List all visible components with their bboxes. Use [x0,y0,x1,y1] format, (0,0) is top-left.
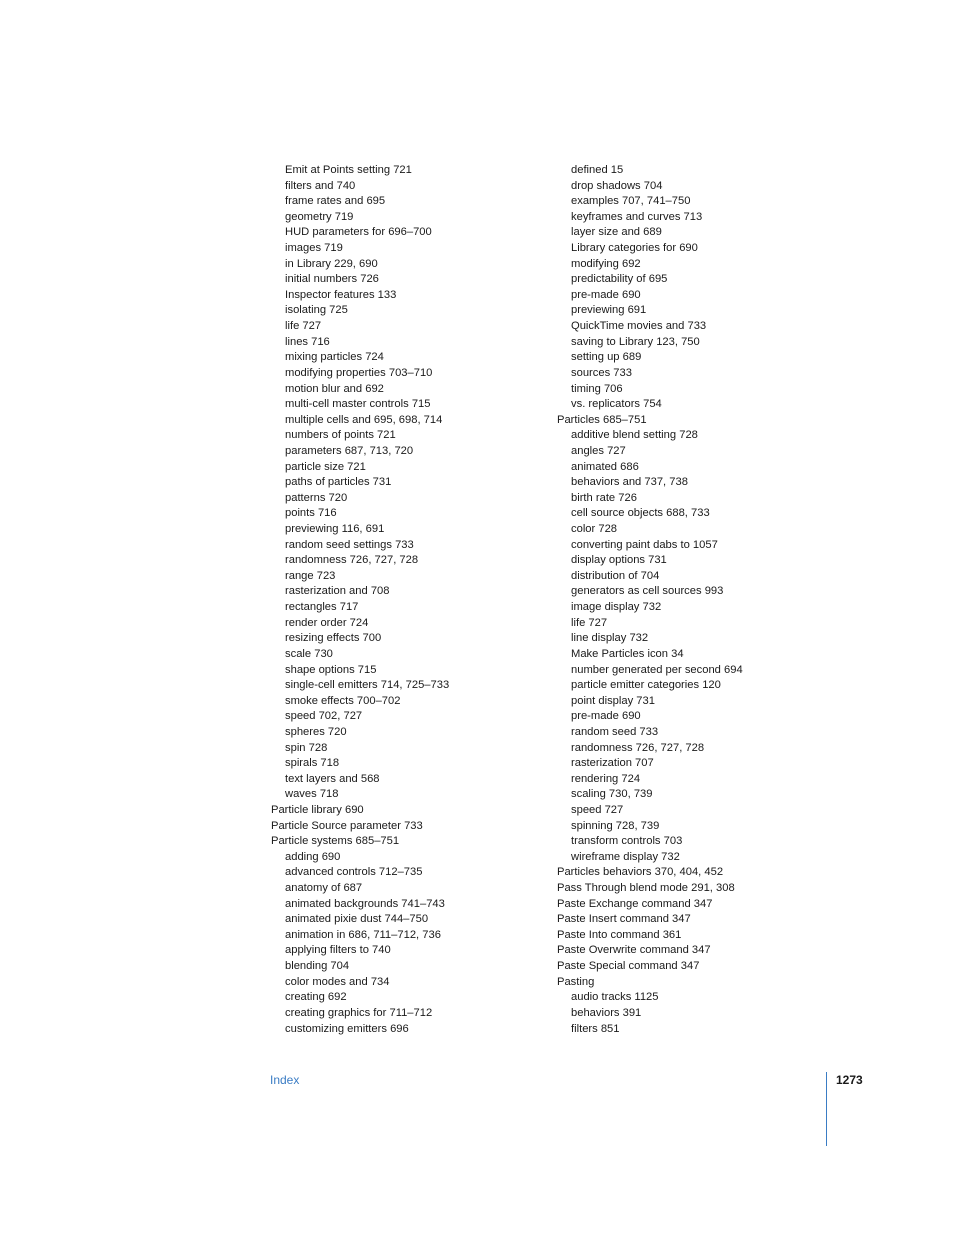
index-subentry: previewing 691 [571,304,647,317]
index-subentry: layer size and 689 [571,226,662,239]
index-subentry: mixing particles 724 [285,351,384,364]
index-entry: Particle systems 685–751 [271,835,400,848]
index-subentry: wireframe display 732 [571,850,680,863]
index-subentry: smoke effects 700–702 [285,694,401,707]
index-subentry: behaviors and 737, 738 [571,476,688,489]
index-entry: Paste Insert command 347 [557,913,691,926]
index-subentry: QuickTime movies and 733 [571,320,707,333]
index-subentry: examples 707, 741–750 [571,195,691,208]
index-subentry: creating graphics for 711–712 [285,1006,433,1019]
index-subentry: converting paint dabs to 1057 [571,538,718,551]
index-subentry: Emit at Points setting 721 [285,164,412,176]
index-subentry: display options 731 [571,554,667,567]
index-subentry: particle size 721 [285,460,366,473]
index-subentry: pre-made 690 [571,710,641,723]
index-subentry: numbers of points 721 [285,429,396,442]
index-subentry: animation in 686, 711–712, 736 [285,928,441,941]
index-subentry: lines 716 [285,335,330,348]
index-subentry: motion blur and 692 [285,382,384,395]
index-subentry: birth rate 726 [571,491,637,504]
index-subentry: modifying properties 703–710 [285,366,433,379]
index-subentry: predictability of 695 [571,273,668,286]
index-entry: Particles 685–751 [557,413,647,426]
index-subentry: resizing effects 700 [285,632,382,645]
index-subentry: geometry 719 [285,210,354,223]
index-subentry: frame rates and 695 [285,195,386,208]
index-subentry: Library categories for 690 [571,242,698,255]
index-subentry: animated backgrounds 741–743 [285,897,445,910]
index-subentry: randomness 726, 727, 728 [571,741,705,754]
index-subentry: color 728 [571,523,618,536]
index-subentry: life 727 [285,320,322,333]
index-subentry: Inspector features 133 [285,288,397,301]
index-subentry: advanced controls 712–735 [285,866,423,879]
index-subentry: shape options 715 [285,663,377,676]
index-subentry: HUD parameters for 696–700 [285,226,432,239]
index-subentry: color modes and 734 [285,975,390,988]
index-subentry: particle emitter categories 120 [571,679,721,692]
index-subentry: render order 724 [285,616,369,629]
index-subentry: point display 731 [571,694,655,707]
index-subentry: isolating 725 [285,304,348,317]
index-entry: Paste Exchange command 347 [557,897,713,910]
index-subentry: saving to Library 123, 750 [571,335,700,348]
index-subentry: defined 15 [571,164,624,176]
index-subentry: random seed settings 733 [285,538,414,551]
index-subentry: drop shadows 704 [571,179,663,192]
index-subentry: spheres 720 [285,725,347,738]
index-subentry: paths of particles 731 [285,476,392,489]
index-entry: Particles behaviors 370, 404, 452 [557,866,724,879]
index-entry: Particle library 690 [271,803,364,816]
index-entry: Pass Through blend mode 291, 308 [557,882,735,895]
index-subentry: scaling 730, 739 [571,788,653,801]
index-subentry: creating 692 [285,991,347,1004]
index-entry: Paste Overwrite command 347 [557,944,711,957]
index-subentry: spirals 718 [285,757,340,770]
index-subentry: images 719 [285,242,343,255]
index-subentry: random seed 733 [571,725,659,738]
index-subentry: applying filters to 740 [285,944,391,957]
index-column-right [557,163,857,1037]
index-subentry: filters and 740 [285,179,356,192]
page-number: 1273 [836,1073,863,1087]
index-subentry: scale 730 [285,647,333,660]
index-subentry: animated 686 [571,460,639,473]
index-subentry: animated pixie dust 744–750 [285,913,429,926]
index-subentry: vs. replicators 754 [571,398,662,411]
index-subentry: previewing 116, 691 [285,523,385,536]
index-subentry: rectangles 717 [285,601,359,614]
index-subentry: speed 727 [571,803,624,816]
index-subentry: rendering 724 [571,772,641,785]
index-subentry: multi-cell master controls 715 [285,398,431,411]
index-subentry: text layers and 568 [285,772,380,785]
index-subentry: keyframes and curves 713 [571,210,703,223]
index-subentry: line display 732 [571,632,649,645]
index-subentry: setting up 689 [571,351,642,364]
footer-divider [826,1072,827,1146]
index-subentry: patterns 720 [285,491,348,504]
index-subentry: Make Particles icon 34 [571,647,684,660]
index-entry: Particle Source parameter 733 [271,819,423,832]
index-subentry: customizing emitters 696 [285,1022,409,1035]
index-subentry: randomness 726, 727, 728 [285,554,419,567]
index-subentry: anatomy of 687 [285,882,363,895]
index-subentry: transform controls 703 [571,835,683,848]
index-subentry: modifying 692 [571,257,641,270]
index-subentry: points 716 [285,507,337,520]
index-subentry: adding 690 [285,850,341,863]
index-subentry: cell source objects 688, 733 [571,507,710,520]
index-subentry: sources 733 [571,366,632,379]
index-subentry: rasterization 707 [571,757,654,770]
index-subentry: blending 704 [285,960,350,973]
index-subentry: range 723 [285,569,336,582]
index-subentry: initial numbers 726 [285,273,379,286]
index-subentry: multiple cells and 695, 698, 714 [285,413,443,426]
index-subentry: behaviors 391 [571,1006,642,1019]
index-subentry: angles 727 [571,444,626,457]
index-subentry: image display 732 [571,601,662,614]
index-entry: Paste Into command 361 [557,928,682,941]
index-subentry: filters 851 [571,1022,620,1035]
index-subentry: single-cell emitters 714, 725–733 [285,679,450,692]
index-subentry: distribution of 704 [571,569,660,582]
index-entry: Paste Special command 347 [557,960,700,973]
index-subentry: parameters 687, 713, 720 [285,444,414,457]
index-entry: Pasting [557,975,595,988]
index-subentry: rasterization and 708 [285,585,390,598]
footer-section-label: Index [270,1073,300,1087]
index-subentry: spinning 728, 739 [571,819,660,832]
index-subentry: speed 702, 727 [285,710,363,723]
index-column-left [271,163,571,1037]
index-subentry: number generated per second 694 [571,663,743,676]
index-subentry: spin 728 [285,741,328,754]
index-subentry: pre-made 690 [571,288,641,301]
index-subentry: life 727 [571,616,608,629]
index-subentry: generators as cell sources 993 [571,585,724,598]
index-subentry: audio tracks 1125 [571,991,659,1004]
index-subentry: timing 706 [571,382,623,395]
index-subentry: in Library 229, 690 [285,257,378,270]
index-subentry: waves 718 [285,788,339,801]
index-subentry: additive blend setting 728 [571,429,698,442]
